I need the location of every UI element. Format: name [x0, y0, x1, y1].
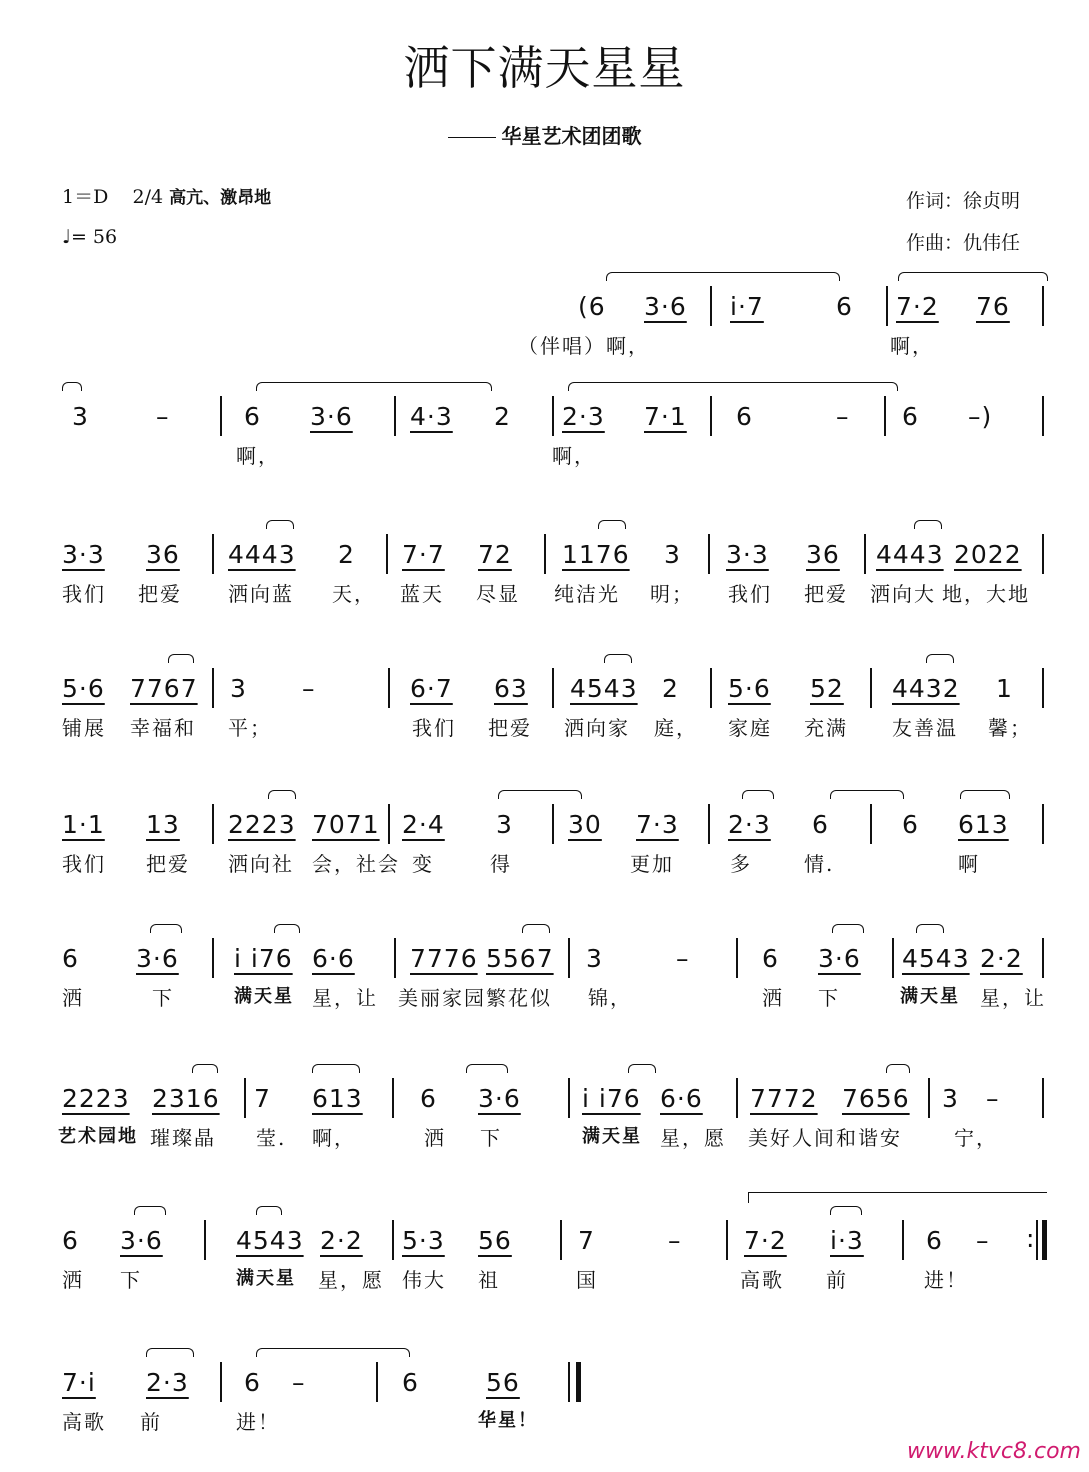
- lyric: 满天星: [234, 986, 294, 1007]
- subtitle-text: 华星艺术团团歌: [501, 124, 642, 148]
- note: 6·6: [312, 944, 355, 973]
- barline: [392, 1220, 394, 1260]
- barline: [388, 804, 390, 844]
- note: 2·3: [562, 402, 605, 431]
- barline: [710, 396, 712, 436]
- note: 3·6: [310, 402, 353, 431]
- lyric: 我们: [62, 852, 106, 876]
- expression-mark: 高亢、激昂地: [169, 188, 272, 208]
- note: 6: [62, 944, 79, 973]
- note: 4443: [876, 540, 944, 569]
- lyric: 艺术园地: [58, 1126, 138, 1147]
- slur: [256, 1206, 282, 1215]
- lyric: 洒: [424, 1126, 446, 1150]
- note: 6: [836, 292, 853, 321]
- barline: [568, 938, 570, 978]
- note: 4·3: [410, 402, 453, 431]
- note: 2022: [954, 540, 1022, 569]
- barline: [1042, 534, 1044, 574]
- note: 6: [420, 1084, 437, 1113]
- note: 6: [902, 402, 919, 431]
- lyric: 情.: [804, 852, 835, 876]
- note: i i76: [582, 1084, 641, 1113]
- lyric: 满天星: [582, 1126, 642, 1147]
- note: 3: [664, 540, 681, 569]
- note: (6: [578, 292, 606, 321]
- note: 4443: [228, 540, 296, 569]
- note: 7·i: [62, 1368, 96, 1397]
- lyric: 把爱: [488, 716, 532, 740]
- lyric: 进！: [924, 1268, 968, 1292]
- lyric: 祖: [478, 1268, 500, 1292]
- note: 6: [402, 1368, 419, 1397]
- lyric: 洒向社: [228, 852, 294, 876]
- note: 2316: [152, 1084, 220, 1113]
- lyric: 我们: [728, 582, 772, 606]
- note: 4543: [902, 944, 970, 973]
- barline: [568, 1362, 570, 1402]
- barline: [1036, 1220, 1038, 1260]
- note: 6: [812, 810, 829, 839]
- note: 2·3: [728, 810, 771, 839]
- slur: [498, 790, 582, 799]
- lyric: 明；: [650, 582, 694, 606]
- note: 2223: [228, 810, 296, 839]
- repeat-dots: :: [1026, 1224, 1036, 1253]
- note: 6·6: [660, 1084, 703, 1113]
- lyric: 洒: [62, 1268, 84, 1292]
- key: 1＝D: [62, 186, 109, 208]
- barline: [544, 534, 546, 574]
- note: 3: [942, 1084, 959, 1113]
- subtitle-dash: [448, 137, 496, 138]
- note: 30: [568, 810, 602, 839]
- lyric: 国: [576, 1268, 598, 1292]
- lyric: 幸福和: [130, 716, 196, 740]
- barline: [394, 396, 396, 436]
- lyric: 下: [152, 986, 174, 1010]
- lyric: 锦，: [588, 986, 632, 1010]
- barline: [394, 938, 396, 978]
- meter: 2/4: [132, 186, 164, 208]
- barline: [376, 1362, 378, 1402]
- slur: [598, 520, 626, 529]
- barline: [212, 534, 214, 574]
- lyric: 高歌: [740, 1268, 784, 1292]
- note: 5567: [486, 944, 554, 973]
- song-title: 洒下满天星星: [403, 41, 686, 95]
- lyric: 天，: [332, 582, 376, 606]
- barline: [568, 1078, 570, 1118]
- note: 6: [244, 402, 261, 431]
- lyric: （伴唱）啊，: [518, 334, 650, 358]
- lyric: 更加: [630, 852, 674, 876]
- lyric: 满天星: [900, 986, 960, 1007]
- barline: [708, 534, 710, 574]
- slur: [522, 924, 550, 933]
- slur: [830, 790, 904, 799]
- lyric: 平；: [228, 716, 272, 740]
- note: 7·2: [896, 292, 939, 321]
- barline: [552, 396, 554, 436]
- note: –: [302, 674, 316, 703]
- composer: 作曲：仇伟任: [906, 232, 1021, 254]
- note: 3·3: [726, 540, 769, 569]
- note: i i76: [234, 944, 293, 973]
- note: 7: [254, 1084, 271, 1113]
- barline: [864, 534, 866, 574]
- lyric: 星，让: [312, 986, 378, 1010]
- lyric: 会，社会: [312, 852, 400, 876]
- lyric: 我们: [62, 582, 106, 606]
- note: 5·6: [728, 674, 771, 703]
- lyric: 啊: [958, 852, 980, 876]
- lyric: 莹.: [256, 1126, 287, 1150]
- triplet-bracket: [312, 1064, 360, 1073]
- slur: [628, 1064, 656, 1073]
- barline: [928, 1078, 930, 1118]
- slur: [150, 924, 182, 933]
- lyric: 啊，: [552, 444, 596, 468]
- slur: [274, 924, 300, 933]
- note: i·3: [830, 1226, 864, 1255]
- note: 3·6: [818, 944, 861, 973]
- lyric: 啊，: [236, 444, 280, 468]
- note: 6: [244, 1368, 261, 1397]
- lyric: 美丽家园繁花似: [398, 986, 552, 1010]
- note: 3: [586, 944, 603, 973]
- note: 1·1: [62, 810, 105, 839]
- slur: [832, 924, 864, 933]
- barline: [870, 804, 872, 844]
- lyric: 星，愿: [318, 1268, 384, 1292]
- slur: [266, 520, 294, 529]
- barline: [892, 938, 894, 978]
- lyric: 铺展: [62, 716, 106, 740]
- note: 56: [486, 1368, 520, 1397]
- barline: [204, 1220, 206, 1260]
- slur: [830, 1206, 862, 1215]
- slur: [898, 272, 1048, 281]
- note: 72: [478, 540, 512, 569]
- note: 2·2: [980, 944, 1023, 973]
- barline: [1042, 938, 1044, 978]
- note: 7·2: [744, 1226, 787, 1255]
- note: 6: [762, 944, 779, 973]
- note: 7767: [130, 674, 198, 703]
- note: 2·2: [320, 1226, 363, 1255]
- note: 7656: [842, 1084, 910, 1113]
- lyric: 满天星: [236, 1268, 296, 1289]
- lyric: 啊，: [312, 1126, 356, 1150]
- note: 2: [662, 674, 679, 703]
- lyric: 前: [140, 1410, 162, 1434]
- note: 3·6: [478, 1084, 521, 1113]
- note: –): [968, 402, 993, 431]
- barline: [726, 1220, 728, 1260]
- note: 7: [578, 1226, 595, 1255]
- lyric: 馨；: [988, 716, 1032, 740]
- note: 4432: [892, 674, 960, 703]
- note: –: [292, 1368, 306, 1397]
- lyric: 得: [490, 852, 512, 876]
- barline: [1042, 286, 1044, 326]
- barline: [708, 804, 710, 844]
- barline: [212, 938, 214, 978]
- barline: [220, 396, 222, 436]
- lyric: 伟大: [402, 1268, 446, 1292]
- note: 7·1: [644, 402, 687, 431]
- barline: [736, 1078, 738, 1118]
- note: 2: [338, 540, 355, 569]
- note: 5·3: [402, 1226, 445, 1255]
- note: 6: [736, 402, 753, 431]
- lyricist: 作词：徐贞明: [906, 190, 1021, 212]
- lyric: 洒向蓝: [228, 582, 294, 606]
- note: 6: [902, 810, 919, 839]
- lyric: 把爱: [804, 582, 848, 606]
- lyric: 美好人间和谐安: [748, 1126, 902, 1150]
- note: 36: [806, 540, 840, 569]
- lyric: 尽显: [476, 582, 520, 606]
- note: 63: [494, 674, 528, 703]
- repeat-end-barline: [1042, 1220, 1047, 1260]
- lyric: 地，大地: [942, 582, 1030, 606]
- barline: [710, 668, 712, 708]
- note: 52: [810, 674, 844, 703]
- note: 7·3: [636, 810, 679, 839]
- lyric: 下: [120, 1268, 142, 1292]
- note: 2223: [62, 1084, 130, 1113]
- barline: [212, 668, 214, 708]
- note: 6: [926, 1226, 943, 1255]
- note: –: [986, 1084, 1000, 1113]
- note: –: [976, 1226, 990, 1255]
- barline: [386, 534, 388, 574]
- slur: [62, 382, 82, 391]
- note: 4543: [570, 674, 638, 703]
- slur: [134, 1206, 166, 1215]
- note: 3: [496, 810, 513, 839]
- slur: [606, 272, 840, 281]
- barline: [886, 286, 888, 326]
- note: 7772: [750, 1084, 818, 1113]
- note: –: [836, 402, 850, 431]
- note: 3: [230, 674, 247, 703]
- lyric: 变: [412, 852, 434, 876]
- lyric: 多: [730, 852, 752, 876]
- lyric: 把爱: [138, 582, 182, 606]
- slur: [916, 924, 944, 933]
- note: 36: [146, 540, 180, 569]
- note: 7·7: [402, 540, 445, 569]
- barline: [552, 668, 554, 708]
- lyric: 前: [826, 1268, 848, 1292]
- slur: [466, 1064, 508, 1073]
- slur: [886, 1064, 910, 1073]
- lyric: 璀璨晶: [150, 1126, 216, 1150]
- lyric: 进！: [236, 1410, 280, 1434]
- lyric: 啊，: [890, 334, 934, 358]
- lyric: 充满: [804, 716, 848, 740]
- lyric: 我们: [412, 716, 456, 740]
- lyric: 蓝天: [400, 582, 444, 606]
- note: 3·3: [62, 540, 105, 569]
- triplet-bracket: [960, 790, 1010, 799]
- note: 7071: [312, 810, 380, 839]
- lyric: 洒向家: [564, 716, 630, 740]
- lyric: 下: [818, 986, 840, 1010]
- note: 4543: [236, 1226, 304, 1255]
- note: 2·4: [402, 810, 445, 839]
- barline: [560, 1220, 562, 1260]
- note: 56: [478, 1226, 512, 1255]
- slur: [742, 790, 774, 799]
- slur: [256, 1348, 410, 1357]
- barline: [1042, 1078, 1044, 1118]
- barline: [710, 286, 712, 326]
- barline: [212, 804, 214, 844]
- slur: [268, 790, 296, 799]
- barline: [220, 1362, 222, 1402]
- note: 13: [146, 810, 180, 839]
- note: 613: [312, 1084, 363, 1113]
- song-subtitle: [0, 120, 1089, 149]
- slur: [926, 654, 954, 663]
- barline: [1042, 668, 1044, 708]
- lyric: 家庭: [728, 716, 772, 740]
- note: 3·6: [644, 292, 687, 321]
- watermark: www.ktvc8.com: [906, 1439, 1081, 1464]
- note: 1: [996, 674, 1013, 703]
- note: –: [676, 944, 690, 973]
- lyric: 星，愿: [660, 1126, 726, 1150]
- note: 1176: [562, 540, 630, 569]
- slur: [192, 1064, 218, 1073]
- barline: [1042, 396, 1044, 436]
- lyric: 华星！: [478, 1410, 538, 1431]
- note: 3·6: [136, 944, 179, 973]
- barline: [392, 1078, 394, 1118]
- note: i·7: [730, 292, 764, 321]
- slur: [168, 654, 194, 663]
- lyric: 友善温: [892, 716, 958, 740]
- slur: [914, 520, 942, 529]
- slur: [604, 654, 632, 663]
- note: –: [156, 402, 170, 431]
- lyric: 庭，: [654, 716, 698, 740]
- note: 3: [72, 402, 89, 431]
- note: 2·3: [146, 1368, 189, 1397]
- note: 7776: [410, 944, 478, 973]
- note: 613: [958, 810, 1009, 839]
- barline: [388, 668, 390, 708]
- tempo-mark: ♩= 56: [62, 226, 118, 248]
- slur: [568, 382, 898, 391]
- barline: [870, 668, 872, 708]
- key-signature: [62, 182, 271, 209]
- barline: [244, 1078, 246, 1118]
- note: 6·7: [410, 674, 453, 703]
- lyric: 宁，: [954, 1126, 998, 1150]
- note: 2: [494, 402, 511, 431]
- lyric: 把爱: [146, 852, 190, 876]
- final-barline: [576, 1362, 581, 1402]
- note: –: [668, 1226, 682, 1255]
- slur: [146, 1348, 194, 1357]
- note: 76: [976, 292, 1010, 321]
- lyric: 洒向大: [870, 582, 936, 606]
- lyric: 高歌: [62, 1410, 106, 1434]
- volta-bracket: [748, 1192, 1047, 1203]
- barline: [552, 804, 554, 844]
- barline: [884, 396, 886, 436]
- note: 6: [62, 1226, 79, 1255]
- barline: [736, 938, 738, 978]
- note: 3·6: [120, 1226, 163, 1255]
- barline: [902, 1220, 904, 1260]
- lyric: 洒: [62, 986, 84, 1010]
- lyric: 下: [480, 1126, 502, 1150]
- slur: [256, 382, 492, 391]
- note: 5·6: [62, 674, 105, 703]
- lyric: 纯洁光: [554, 582, 620, 606]
- lyric: 洒: [762, 986, 784, 1010]
- barline: [1042, 804, 1044, 844]
- lyric: 星，让: [980, 986, 1046, 1010]
